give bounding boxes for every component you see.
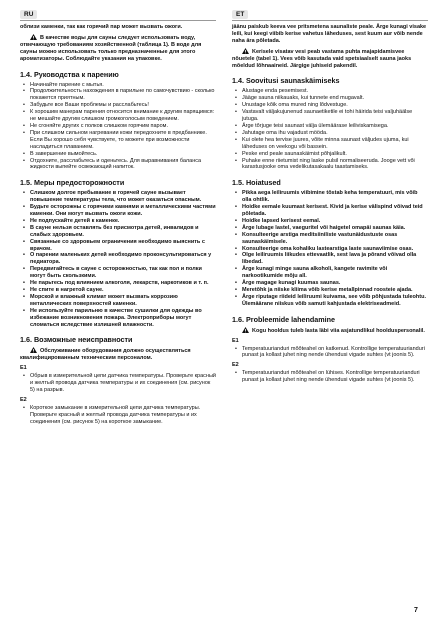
list-item: • Морской и влажный климат может вызвать коррозию металлических поверхностей каменки. — [30, 294, 216, 308]
list-item: • Temperatuurianduri mõõteahel on katkenud. Kontrollige temperatuurianduri punast ja kollast juhet ning nende ühendusi vigade suhtes (vt joonis 5). — [242, 346, 428, 360]
list-item: • Vastavalt väljakujunenud saunaetiketile ei tohi häirida teisi valjuhäälse jutuga. — [242, 109, 428, 123]
list-item: • Продолжительность нахождения в парильне по самочувствию - сколько покажется приятным. — [30, 88, 216, 102]
column-ru — [20, 24, 216, 426]
warning-text: В качестве воды для сауны следует использовать воду, отвечающую требованиям хозяйственной (таблица 1). В воде для сауны можно использовать только предназначенные для этого ароматизаторы. Соблюдайте указания на упаковке. — [20, 34, 202, 62]
list-item: • При слишком сильном нагревании кожи передохните в предбаннике. Если Вы хорошо себя чувствуете, то можете при возможности насладиться плаванием. — [30, 130, 216, 151]
page-number: 7 — [414, 607, 418, 614]
list-item: • Jääge sauna niikauaks, kui tunnete end mugavalt. — [242, 95, 428, 102]
list-item: • Забудьте все Ваши проблемы и расслабьтесь! — [30, 102, 216, 109]
list-item: • Обрыв в измерительной цепи датчика температуры. Проверьте красный и желтый провода датчика температуры и их соединения (см. рисунок 5) на разрыв. — [30, 373, 216, 394]
list-item: • Короткое замыкание в измерительной цепи датчика температуры. Проверьте красный и желтый провода датчика температуры и их соединения (см. рисунок 5) на короткое замыкание. — [30, 405, 216, 426]
list-e2 — [20, 405, 216, 426]
header-rule-right — [232, 20, 428, 21]
list-item: • Не сгоняйте других с полков слишком горячим паром. — [30, 123, 216, 130]
section-title-1-6: 1.6. Возможные неисправности — [20, 335, 133, 345]
list-item: • Начинайте парение с мытья. — [30, 82, 216, 89]
list-item: • Olge leiliruumis liikudes ettevaatlik, sest lava ja põrand võivad olla libedad. — [242, 252, 428, 266]
error-code-e1: E1 — [232, 337, 239, 344]
list-item: • Ärge kunagi minge sauna alkoholi, kangete ravimite või narkootikumide mõju all. — [242, 266, 428, 280]
section-title-1-6: 1.6. Probleemide lahendamine — [232, 314, 336, 324]
list-item: • Не подпускайте детей к каменке. — [30, 218, 216, 225]
list-1-4 — [232, 88, 428, 171]
list-e2 — [232, 370, 428, 384]
list-item: • Передвигайтесь в сауне с осторожностью, так как пол и полки могут быть скользкими. — [30, 266, 216, 280]
list-item: • Peske end peale saunaskäimist põhjalikult. — [242, 151, 428, 158]
list-1-5 — [232, 190, 428, 307]
language-tab-et: ET — [232, 10, 248, 19]
warning-icon — [30, 347, 37, 353]
header-rule-left — [20, 20, 216, 21]
section-title-1-4: 1.4. Soovitusi saunaskäimiseks — [232, 76, 340, 86]
warning-icon — [242, 327, 249, 333]
list-item: • В завершение вымойтесь. — [30, 151, 216, 158]
language-tab-ru: RU — [20, 10, 37, 19]
warning-text: Kerisele visatav vesi peab vastama puhta majapidamisvee nõuetele (tabel 1). Vees võib kasutada vaid spetsiaalselt sauna jaoks mõeldud lõhnaaineid. Järgige juhiseid pakendil. — [232, 48, 412, 69]
list-item: • Ärge lubage lastel, vaeguritel või haigetel omapäi saunas käia. — [242, 225, 428, 232]
list-item: • Ärge tõrjuge teisi saunast välja ülemäärase leiliviskamisega. — [242, 123, 428, 130]
list-item: • Будьте осторожны с горячими камнями и металлическими частями каменки. Они могут вызвать ожоги кожи. — [30, 204, 216, 218]
error-code-e2: E2 — [232, 362, 239, 369]
list-item: • К хорошим манерам парения относится внимание к другим парящимся: не мешайте другим слишком громкоголосым поведением. — [30, 109, 216, 123]
list-item: • Hoidke lapsed kerisest eemal. — [242, 218, 428, 225]
column-et — [232, 24, 428, 384]
warning-icon — [30, 34, 37, 40]
warning-water — [20, 34, 216, 63]
list-item: • Hoidke eemale kuumast kerisest. Kivid ja kerise välispind võivad teid põletada. — [242, 204, 428, 218]
list-item: • Alustage enda pesemisest. — [242, 88, 428, 95]
list-item: • Слишком долгое пребывание в горячей сауне вызывает повышение температуры тела, что может оказаться опасным. — [30, 190, 216, 204]
list-item: • Отдохните, расслабьтесь и оденьтесь. Для выравнивания баланса жидкости выпейте освежающий напиток. — [30, 158, 216, 172]
error-code-e2: E2 — [20, 396, 27, 403]
intro-continuation: облизи каменки, так как горячий пар может вызвать ожоги. — [20, 24, 183, 30]
list-e1 — [232, 346, 428, 360]
list-item: • О парении маленьких детей необходимо проконсультироваться у педиатора. — [30, 252, 216, 266]
list-1-4 — [20, 82, 216, 172]
list-item: • Konsulteerige oma kohaliku lastearstiga laste saunaviimise osas. — [242, 246, 428, 253]
warning-text: Kogu hooldus tuleb lasta läbi viia asjatundlikul hoolduspersonalil. — [252, 327, 425, 334]
list-item: • В сауне нельзя оставлять без присмотра детей, инвалидов и слабых здоровьем. — [30, 225, 216, 239]
warning-service — [232, 327, 428, 335]
warning-service — [20, 347, 216, 362]
list-e1 — [20, 373, 216, 394]
list-item: • Не парьтесь под влиянием алкоголя, лекарств, наркотиков и т. п. — [30, 280, 216, 287]
list-item: • Unustage kõik oma mured ning lõdvestuge. — [242, 102, 428, 109]
list-item: • Temperatuurianduri mõõteahel on lühises. Kontrollige temperatuurianduri punast ja kollast juhet ning nende ühendusi vigade suhtes (vt joonis 5). — [242, 370, 428, 384]
list-item: • Связанные со здоровьем ограничения необходимо выяснить с врачом. — [30, 239, 216, 253]
warning-icon — [242, 48, 249, 54]
list-item: • Ärge riputage riideid leiliruumi kuivama, see võib põhjustada tuleohtu. Ülemäärane niiskus võib samuti kahjustada elektriseadmeid. — [242, 294, 428, 308]
intro-continuation: jäänu paiskub keeva vee pritsmetena saunaliste peale. Ärge kunagi visake leili, kui keegi viibib kerise vahetus läheduses, sest kuum aur võib nende naha ära põletada. — [232, 24, 427, 44]
list-item: • Puhake enne riietumist ning laske pulsil normaliseeruda. Jooge vett või karastusjooke oma vedelikutasakaalu taastamiseks. — [242, 158, 428, 172]
error-code-e1: E1 — [20, 365, 27, 372]
list-item: • Pikka aega leiliruumis viibimine tõstab keha temperatuuri, mis võib olla ohtlik. — [242, 190, 428, 204]
list-item: • Meretõhk ja niiske kliima võib kerise metallpinnad roosteie ajada. — [242, 287, 428, 294]
list-item: • Jahutage oma ihu vajadust mööda. — [242, 130, 428, 137]
section-title-1-4: 1.4. Руководства к парению — [20, 69, 119, 79]
list-item: • Не спите в нагретой сауне. — [30, 287, 216, 294]
list-item: • Не используйте парильню в качестве сушилки для одежды во избежание возникновения пожара. Электроприборы могут сломаться вследствие излишней влажности. — [30, 308, 216, 329]
list-item: • Ärge magage kunagi kuumas saunas. — [242, 280, 428, 287]
list-1-5 — [20, 190, 216, 328]
section-title-1-5: 1.5. Меры предосторожности — [20, 178, 125, 188]
list-item: • Kui olete hea tervise juures, võite minna saunast väljudes ujuma, kui läheduses on veekogu või bassein. — [242, 137, 428, 151]
warning-water — [232, 48, 428, 70]
warning-text: Обслуживание оборудования должно осуществляться квалифицированным техническим персоналом. — [20, 348, 191, 362]
section-title-1-5: 1.5. Hoiatused — [232, 178, 281, 188]
list-item: • Konsulteerige arstiga meditsiiniliste vastunäidustuste osas saunaskäimisele. — [242, 232, 428, 246]
